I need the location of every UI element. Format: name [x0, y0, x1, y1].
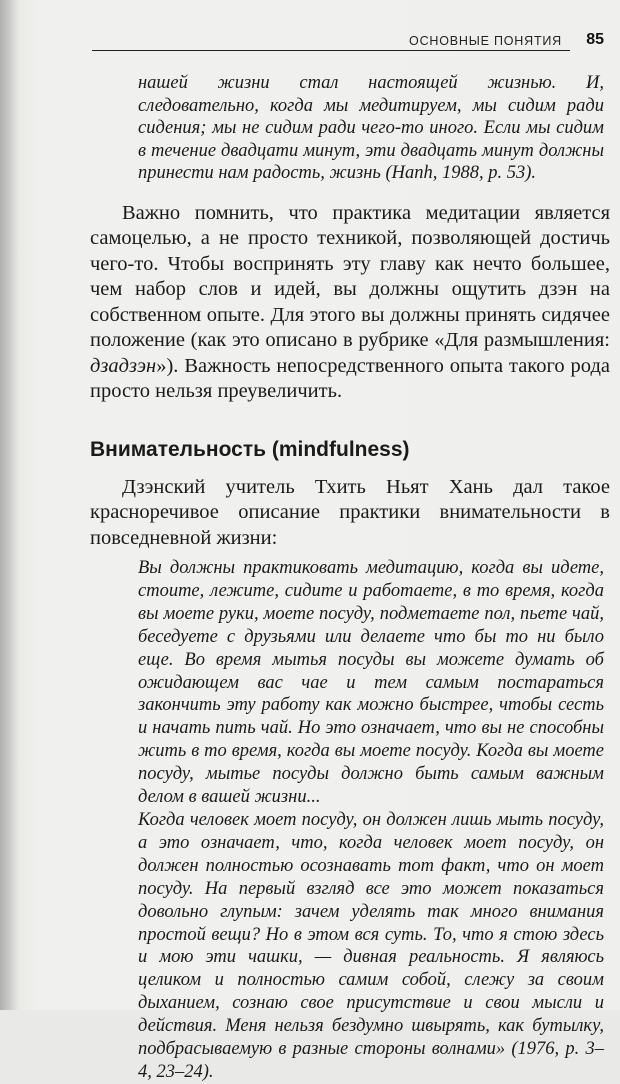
paragraph-text-end: »). Важность непосредственного опыта такого рода просто нельзя преувеличить.: [90, 354, 610, 402]
quote-paragraph: Когда человек моет посуду, он должен лишь мыть посуду, а это означает, что, когда человек моет посуду, он должен полностью осознавать тот факт, что он моет посуду. На первый взгляд все это может показаться довольно глупым: зачем уделять так много внимания простой вещи? Но в этом вся суть. То, что я стою здесь и мою эти чашки, — дивная реальность. Я являюсь целиком и полностью самим собой, слежу за своим дыханием, сознаю свое присутствие и свои мысли и действия. Меня нельзя бездумно швырять, как бутылку, подбрасываемую в разные стороны волнами» (1976, p. 3–4, 23–24).: [138, 809, 604, 1082]
header-rule: [92, 50, 570, 51]
paragraph-meditation-practice: [90, 201, 610, 405]
page-content: [90, 72, 610, 1084]
quote-paragraph: Вы должны практиковать медитацию, когда вы идете, стоите, лежите, сидите и работаете, в то время, когда вы моете руки, моете посуду, подметаете пол, пьете чай, беседуете с друзьями или делаете что бы то ни было еще. Во время мытья посуды вы можете думать об ожидающем вас чае и тем самым постараться закончить эту работу как можно быстрее, чтобы сесть и начать пить чай. Но это означает, что вы не способны жить в то время, когда вы моете посуду. Когда вы моете посуду, мытье посуды должно быть самым важным делом в вашей жизни...: [138, 558, 604, 808]
running-head: [92, 33, 604, 57]
binding-shadow: [0, 0, 18, 1010]
running-title: ОСНОВНЫЕ ПОНЯТИЯ: [409, 34, 562, 48]
section-heading: Внимательность (mindfulness): [90, 437, 410, 461]
paragraph-italic-term: дзадзэн: [90, 354, 157, 377]
paragraph-mindfulness-intro: Дзэнский учитель Тхить Ньят Хань дал такое красноречивое описание практики внимательности в повседневной жизни:: [90, 475, 610, 549]
block-quote-hanh: [138, 557, 604, 1084]
page-number: 85: [586, 31, 604, 48]
block-quote-continued: нашей жизни стал настоящей жизнью. И, следовательно, когда мы медитируем, мы сидим ради сидения; мы не сидим ради чего-то иного. Если мы сидим в течение двадцати минут, эти двадцать минут должны принести нам радость, жизнь (Hanh, 1988, p. 53).: [138, 73, 604, 183]
paragraph-text: Важно помнить, что практика медитации является самоцелью, а не просто техникой, позволяющей достичь чего-то. Чтобы воспринять эту главу как нечто большее, чем набор слов и идей, вы должны ощутить дзэн на собственном опыте. Для этого вы должны принять сидячее положение (как это описано в рубрике «Для размышления:: [90, 201, 610, 351]
